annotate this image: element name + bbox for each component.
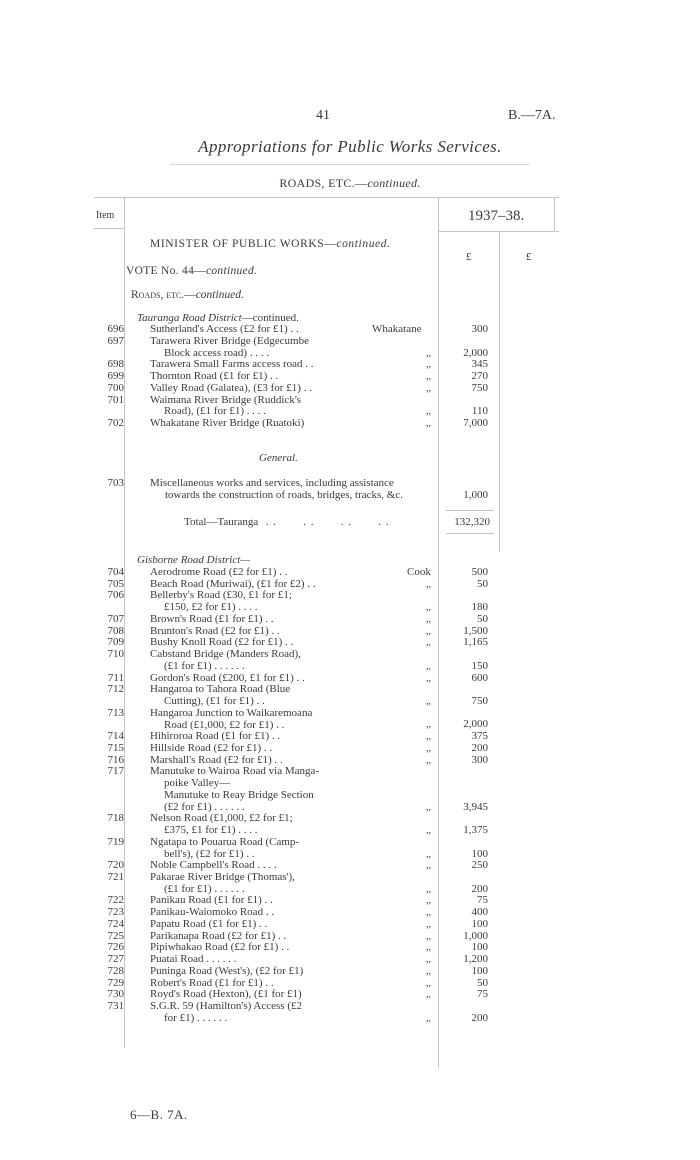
vote-main: VOTE No. 44— (126, 265, 206, 277)
item-amount: 300 (471, 323, 488, 335)
ditto-mark: ,, (426, 883, 431, 895)
item-amount: 3,945 (463, 800, 488, 813)
item-number: 720 (107, 859, 124, 872)
item-number: 708 (107, 624, 124, 637)
item-amount: 2,000 (463, 346, 488, 359)
vote-heading (126, 265, 257, 277)
description-line: Pakarae River Bridge (Thomas'), (150, 870, 295, 883)
description-line: Brunton's Road (£2 for £1) . . (150, 624, 280, 637)
ditto-mark: ,, (426, 696, 431, 708)
item-number: 712 (107, 683, 124, 696)
item-amount: 1,000 (463, 929, 488, 942)
ditto-mark: ,, (426, 359, 431, 371)
item-description (150, 478, 435, 502)
ditto-mark: ,, (426, 719, 431, 731)
item-number: 716 (107, 753, 124, 766)
description-line: Whakatane River Bridge (Ruatoki) (150, 417, 305, 429)
item-number: 713 (107, 706, 124, 719)
description-line: Valley Road (Galatea), (£3 for £1) . . (150, 381, 312, 394)
vote-continued: continued. (205, 265, 258, 277)
description-line: Block access road) . . . . (164, 346, 270, 359)
total-label-text: Total—Tauranga (184, 516, 259, 528)
description-line: Tarawera River Bridge (Edgecumbe (150, 334, 309, 347)
description-line: Bellerby's Road (£30, £1 for £1; (150, 589, 292, 602)
tauranga-heading-continued: —continued. (241, 312, 299, 324)
item-number: 717 (107, 765, 124, 778)
ditto-mark: ,, (426, 418, 431, 429)
item-amount: 50 (477, 577, 488, 590)
item-description (150, 1001, 428, 1025)
item-amount: 75 (477, 988, 488, 1001)
ditto-mark: ,, (426, 989, 431, 1001)
description-line: Marshall's Road (£2 for £1) . . (150, 753, 283, 766)
roads-main: Roads, etc.— (131, 289, 196, 301)
item-description (150, 395, 428, 419)
item-amount: 75 (477, 894, 488, 907)
description-line: Road (£1,000, £2 for £1) . . (164, 718, 285, 731)
item-description (150, 813, 428, 837)
item-number: 709 (107, 636, 124, 649)
item-number: 721 (107, 870, 124, 883)
ditto-mark: ,, (426, 637, 431, 649)
ditto-mark: ,, (426, 613, 431, 625)
ditto-mark: ,, (426, 660, 431, 672)
description-line: Papatu Road (£1 for £1) . . (150, 917, 268, 930)
roads-continued: continued. (195, 289, 244, 301)
item-number: 704 (107, 566, 124, 578)
leader-dots: . . . . . . . . (258, 516, 390, 528)
item-amount: 345 (471, 358, 488, 371)
description-line: Panikau-Waiomoko Road . . (150, 906, 275, 919)
description-line: Puninga Road (West's), (£2 for £1) (150, 964, 304, 977)
item-amount: 2,000 (463, 718, 488, 731)
amount-column-right-divider (554, 198, 555, 232)
item-amount: 200 (471, 1011, 488, 1024)
item-amount: 600 (471, 671, 488, 684)
item-number: 701 (107, 393, 124, 406)
amount-column-mid-divider (499, 232, 500, 552)
description-line: £375, £1 for £1) . . . . (164, 824, 258, 837)
total-bottom-rule (446, 533, 494, 534)
total-top-rule (446, 510, 494, 511)
ditto-mark: ,, (426, 1012, 431, 1024)
ditto-mark: ,, (426, 965, 431, 977)
item-number: 727 (107, 953, 124, 966)
ditto-mark: ,, (426, 578, 431, 590)
currency-symbol-1: £ (466, 251, 472, 263)
ditto-mark: ,, (426, 602, 431, 614)
ditto-mark: ,, (426, 895, 431, 907)
item-description (150, 743, 428, 755)
item-description (150, 684, 428, 708)
item-amount: 200 (471, 882, 488, 895)
currency-symbol-2: £ (526, 251, 532, 263)
item-description (150, 336, 428, 360)
ditto-mark: ,, (426, 672, 431, 684)
item-number: 707 (107, 612, 124, 625)
item-description (150, 766, 428, 813)
section-subtitle (0, 176, 700, 191)
roads-heading (131, 289, 244, 301)
item-description (150, 708, 428, 732)
description-line: Puatai Road . . . . . . (150, 953, 237, 966)
ministry-heading (150, 238, 391, 250)
item-number: 699 (107, 370, 124, 382)
amount-column-left-divider (438, 198, 439, 1068)
item-amount: 100 (471, 847, 488, 860)
description-line: Hangaroa to Tahora Road (Blue (150, 683, 291, 696)
item-number: 715 (107, 741, 124, 754)
subtitle-main: ROADS, ETC.— (279, 176, 368, 190)
title-rule (170, 164, 530, 165)
item-amount: 300 (471, 753, 488, 766)
ditto-mark: ,, (426, 918, 431, 930)
ministry-continued: continued. (336, 238, 391, 250)
item-number: 725 (107, 929, 124, 942)
item-amount: 100 (471, 941, 488, 954)
ditto-mark: ,, (426, 742, 431, 754)
ditto-mark: ,, (426, 731, 431, 743)
item-number: 729 (107, 976, 124, 989)
item-amount: 1,500 (463, 624, 488, 637)
item-number: 700 (107, 381, 124, 394)
item-description (150, 383, 428, 395)
item-amount: 1,165 (463, 636, 488, 649)
ditto-mark: ,, (426, 754, 431, 766)
item-amount: 1,375 (463, 824, 488, 837)
footer-signature: 6—B. 7A. (130, 1107, 188, 1122)
item-number: 731 (107, 1000, 124, 1012)
item-description (150, 649, 428, 673)
description-line: Manutuke to Reay Bridge Section (164, 789, 314, 801)
item-amount: 250 (471, 859, 488, 872)
item-column-header: Item (96, 210, 115, 221)
item-description (150, 919, 428, 931)
ditto-mark: ,, (426, 977, 431, 989)
item-amount: 1,000 (463, 489, 488, 501)
description-line: Sutherland's Access (£2 for £1) . . (150, 323, 299, 335)
item-number: 703 (107, 477, 124, 489)
ditto-mark: ,, (426, 930, 431, 942)
item-number: 706 (107, 589, 124, 602)
item-description (150, 872, 428, 896)
description-line: (£1 for £1) . . . . . . (164, 659, 245, 672)
ditto-mark: ,, (426, 954, 431, 966)
description-line: Parikanapa Road (£2 for £1) . . (150, 929, 287, 942)
ditto-mark: ,, (426, 825, 431, 837)
description-line: towards the construction of roads, bridges, tracks, &c. (165, 488, 403, 501)
description-line: Royd's Road (Hexton), (£1 for £1) (150, 988, 302, 1001)
item-number: 705 (107, 577, 124, 590)
item-description (150, 418, 428, 430)
description-line: bell's), (£2 for £1) . . (164, 847, 255, 860)
item-amount: 7,000 (463, 417, 488, 429)
description-line: £150, £2 for £1) . . . . (164, 601, 258, 614)
page-title: Appropriations for Public Works Services. (198, 137, 502, 156)
total-amount: 132,320 (454, 516, 490, 528)
header-bottom-rule-left (94, 228, 124, 229)
item-number: 696 (107, 323, 124, 335)
item-amount: 110 (471, 405, 488, 418)
ministry-main: MINISTER OF PUBLIC WORKS— (150, 238, 337, 250)
ditto-mark: ,, (426, 382, 431, 394)
ditto-mark: ,, (426, 801, 431, 813)
item-description (150, 614, 428, 626)
district-place: Whakatane (372, 323, 422, 335)
description-line: Bushy Knoll Road (£2 for £1) . . (150, 636, 294, 649)
item-amount: 500 (471, 566, 488, 578)
description-line: Ngatapa to Pouarua Road (Camp- (150, 835, 300, 848)
item-number: 722 (107, 894, 124, 907)
item-number: 723 (107, 906, 124, 919)
tauranga-heading-name: Tauranga Road District (137, 312, 242, 324)
item-amount: 270 (471, 370, 488, 382)
description-line: Gordon's Road (£200, £1 for £1) . . (150, 671, 305, 684)
description-line: for £1) . . . . . . (164, 1011, 228, 1024)
item-description (150, 590, 428, 614)
page-number: 41 (316, 108, 330, 123)
description-line: Pipiwhakao Road (£2 for £1) . . (150, 941, 290, 954)
description-line: Hihiroroa Road (£1 for £1) . . (150, 730, 281, 743)
item-column-divider (124, 198, 125, 1048)
table-top-rule (94, 197, 559, 198)
document-reference: B.—7A. (508, 108, 556, 123)
ditto-mark: ,, (426, 406, 431, 418)
item-amount: 750 (471, 381, 488, 394)
item-number: 719 (107, 835, 124, 848)
description-line: Panikau Road (£1 for £1) . . (150, 894, 273, 907)
item-number: 730 (107, 988, 124, 1001)
description-line: Hangaroa Junction to Waikaremoana (150, 706, 313, 719)
description-line: Aerodrome Road (£2 for £1) . . (150, 566, 288, 578)
item-amount: 50 (477, 612, 488, 625)
description-line: poike Valley— (164, 777, 231, 790)
item-number: 702 (107, 417, 124, 429)
item-number: 711 (107, 671, 124, 684)
description-line: Noble Campbell's Road . . . . (150, 859, 277, 872)
item-amount: 100 (471, 917, 488, 930)
item-description (150, 837, 428, 861)
item-amount: 375 (471, 730, 488, 743)
item-amount: 750 (471, 695, 488, 708)
description-line: (£2 for £1) . . . . . . (164, 800, 245, 813)
ditto-mark: ,, (426, 848, 431, 860)
description-line: Robert's Road (£1 for £1) . . (150, 976, 274, 989)
description-line: (£1 for £1) . . . . . . (164, 882, 245, 895)
year-column-header: 1937–38. (468, 208, 525, 224)
item-number: 714 (107, 730, 124, 743)
gisborne-district-heading: Gisborne Road District— (137, 554, 251, 566)
ditto-mark: ,, (426, 907, 431, 919)
description-line: Brown's Road (£1 for £1) . . (150, 612, 274, 625)
ditto-mark: ,, (426, 942, 431, 954)
district-place: Cook (407, 566, 431, 578)
description-line: Road), (£1 for £1) . . . . (164, 405, 267, 418)
description-line: Thornton Road (£1 for £1) . . (150, 370, 279, 382)
item-number: 728 (107, 964, 124, 977)
ditto-mark: ,, (426, 371, 431, 382)
description-line: S.G.R. 59 (Hamilton's) Access (£2 (150, 1000, 302, 1012)
ditto-mark: ,, (426, 347, 431, 359)
description-line: Miscellaneous works and services, including assistance (150, 477, 394, 489)
description-line: Beach Road (Muriwai), (£1 for £2) . . (150, 577, 316, 590)
item-amount: 100 (471, 964, 488, 977)
item-amount: 180 (471, 601, 488, 614)
item-amount: 200 (471, 741, 488, 754)
description-line: Tarawera Small Farms access road . . (150, 358, 314, 371)
description-line: Manutuke to Wairoa Road via Manga- (150, 765, 320, 778)
item-amount: 150 (471, 659, 488, 672)
description-line: Hillside Road (£2 for £1) . . (150, 741, 273, 754)
item-number: 698 (107, 358, 124, 371)
item-amount: 1,200 (463, 953, 488, 966)
item-number: 710 (107, 648, 124, 661)
description-line: Waimana River Bridge (Ruddick's (150, 393, 302, 406)
ditto-mark: ,, (426, 860, 431, 872)
item-amount: 50 (477, 976, 488, 989)
total-label (184, 516, 389, 528)
description-line: Cutting), (£1 for £1) . . (164, 695, 265, 708)
subtitle-continued: continued. (367, 176, 421, 190)
description-line: Nelson Road (£1,000, £2 for £1; (150, 812, 293, 825)
description-line: Cabstand Bridge (Manders Road), (150, 648, 301, 661)
general-heading: General. (259, 452, 298, 464)
item-number: 726 (107, 941, 124, 954)
item-number: 697 (107, 334, 124, 347)
item-description (150, 966, 428, 978)
item-number: 718 (107, 812, 124, 825)
ditto-mark: ,, (426, 625, 431, 637)
item-amount: 400 (471, 906, 488, 919)
item-number: 724 (107, 917, 124, 930)
